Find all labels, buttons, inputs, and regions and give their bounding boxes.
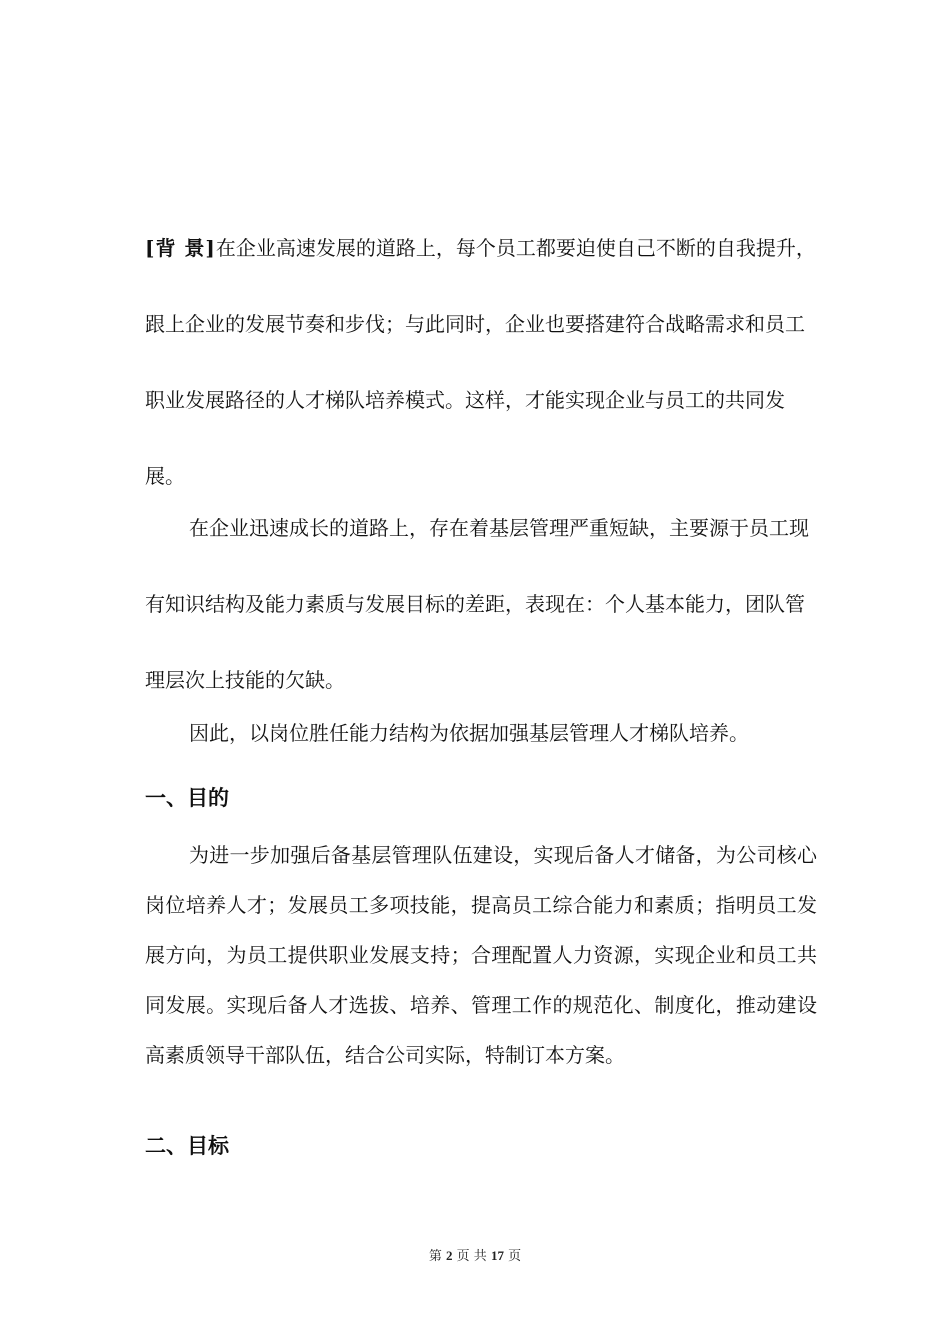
background-text: 在企业高速发展的道路上，每个员工都要迫使自己不断的自我提升，跟上企业的发展节奏和步伐；与此同时，企业也要搭建符合战略需求和员工职业发展路径的人才梯队培养模式。这样，才能实现企业与员工的共同发展。 (145, 236, 816, 488)
background-label: [背 景] (145, 236, 216, 260)
page-footer (0, 1245, 950, 1264)
footer-middle: 页 共 (456, 1249, 487, 1264)
section-body-purpose: 为进一步加强后备基层管理队伍建设，实现后备人才储备，为公司核心岗位培养人才；发展员工多项技能，提高员工综合能力和素质；指明员工发展方向，为员工提供职业发展支持；合理配置人力资源，实现企业和员工共同发展。实现后备人才选拔、培养、管理工作的规范化、制度化，推动建设高素质领导干部队伍，结合公司实际，特制订本方案。 (145, 843, 817, 1067)
paragraph-conclusion: 因此，以岗位胜任能力结构为依据加强基层管理人才梯队培养。 (189, 721, 749, 745)
footer-total-pages: 17 (490, 1248, 504, 1263)
background-paragraph (145, 210, 817, 514)
footer-prefix: 第 (428, 1249, 442, 1264)
footer-page-number: 2 (446, 1248, 453, 1263)
section-heading-purpose: 一、目的 (145, 785, 229, 810)
footer-suffix: 页 (508, 1249, 522, 1264)
paragraph-shortage: 在企业迅速成长的道路上，存在着基层管理严重短缺，主要源于员工现有知识结构及能力素质与发展目标的差距，表现在：个人基本能力，团队管理层次上技能的欠缺。 (145, 516, 809, 692)
section-heading-goal: 二、目标 (145, 1133, 229, 1158)
